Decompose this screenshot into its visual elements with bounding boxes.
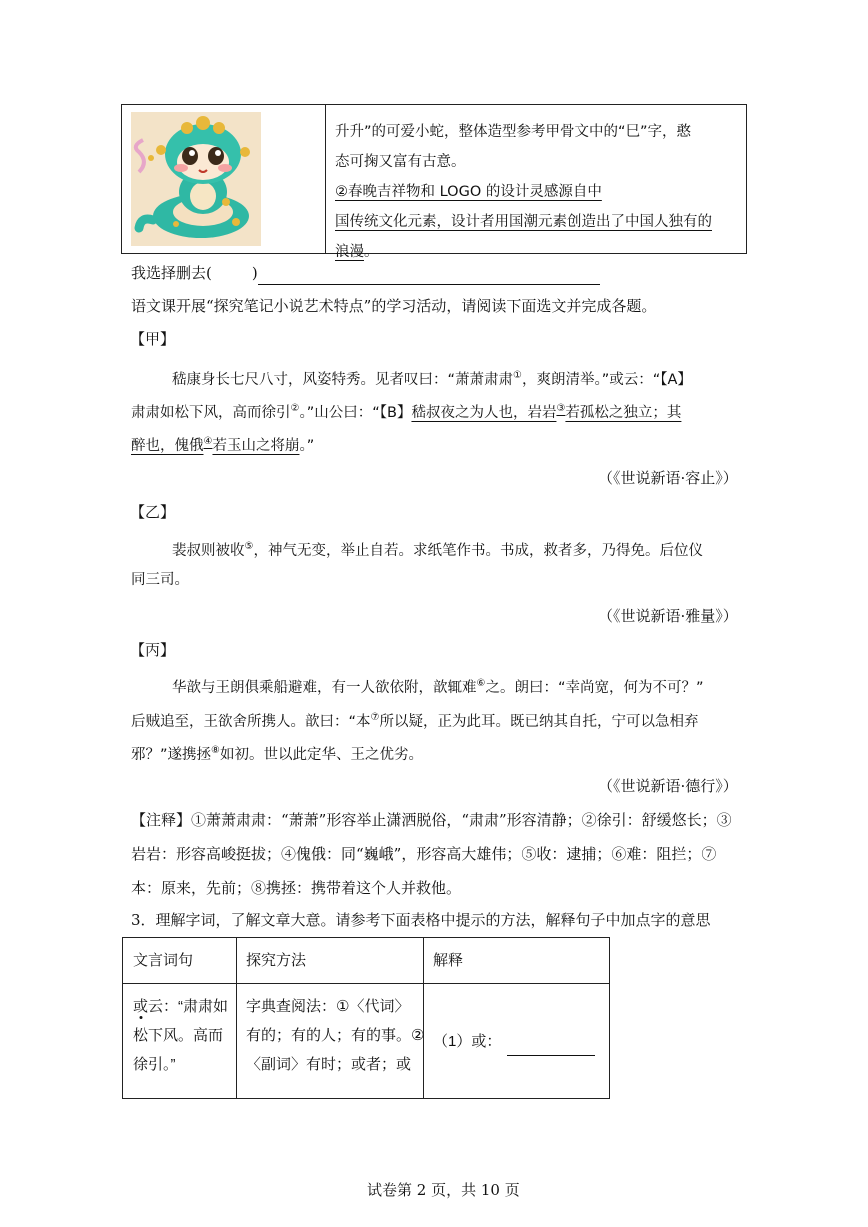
explanation-cell [433, 1027, 595, 1056]
yi-text: 裴叔则被收 [172, 542, 245, 559]
underlined-sentence-part-2: 国传统文化元素，设计者用国潮元素创造出了中国人独有的 [335, 214, 712, 230]
sentence-line-3: 徐引。” [133, 1056, 176, 1073]
table-divider [325, 105, 326, 253]
question-table [122, 937, 610, 1099]
method-line-1: 字典查阅法：①〈代词〉 [246, 998, 410, 1015]
section-jia-header: 【甲】 [130, 330, 176, 348]
notes-line-2: 岩岩：形容高峻挺拔；④傀俄：同“巍峨”，形容高大雄伟；⑤收：逮捕；⑥难：阻拦；⑦ [131, 845, 717, 863]
section-bing-header: 【丙】 [130, 641, 176, 659]
notes-line-3: 本：原来，先前；⑧携拯：携带着这个人并救他。 [131, 879, 462, 897]
underlined-sentence-part-3: 浪漫 [335, 244, 364, 260]
table-divider [236, 938, 237, 1098]
mascot-table [121, 104, 747, 260]
section-yi-header: 【乙】 [130, 503, 176, 521]
jia-underlined-text: 醉也，傀俄 [131, 437, 204, 454]
jia-line-3 [131, 430, 314, 458]
yi-line-1 [172, 535, 703, 563]
jia-text: 肃肃如松下风，高而徐引 [131, 404, 291, 421]
bing-line-1 [172, 672, 704, 700]
bing-text: 之。朗曰：“幸尚宽，何为不可？” [485, 679, 704, 696]
answer-line[interactable] [258, 266, 600, 285]
method-line-3: 〈副词〉有时；或者；或 [246, 1056, 412, 1073]
mascot-image [131, 112, 261, 246]
jia-text: ，爽朗清举。”或云：“【A】 [521, 371, 692, 388]
page-footer: 试卷第 2 页，共 10 页 [367, 1181, 520, 1199]
dotted-char: 或 [133, 998, 149, 1015]
note-ref: ⑤ [244, 541, 254, 552]
bing-line-3 [131, 739, 423, 767]
jia-text: 。”山公曰：“【B】 [299, 404, 412, 421]
jia-underlined-text: 嵇叔夜之为人也，岩岩 [411, 404, 557, 421]
table-divider [123, 983, 609, 984]
sentence-cell [133, 992, 228, 1079]
bing-text: 所以疑，正为此耳。既已纳其自托，宁可以急相弃 [379, 713, 699, 730]
note-ref: ⑦ [370, 712, 380, 723]
header-explanation: 解释 [433, 952, 464, 969]
bing-text: 邪？”遂携拯 [131, 746, 212, 763]
header-sentence: 文言词句 [133, 952, 194, 969]
table-text-line-4 [335, 207, 712, 237]
bing-text: 如初。世以此定华、王之优劣。 [219, 746, 423, 763]
table-text-line-2: 态可掬又富有古意。 [335, 154, 466, 170]
yi-source: （《世说新语·雅量》） [598, 607, 738, 625]
jia-text: 。” [299, 437, 315, 454]
question-3: 3．理解字词，了解文章大意。请参考下面表格中提示的方法，解释句子中加点字的意思 [131, 911, 711, 929]
note-ref: ⑥ [476, 678, 486, 689]
activity-intro: 语文课开展“探究笔记小说艺术特点”的学习活动，请阅读下面选文并完成各题。 [131, 297, 657, 315]
delete-choice-label: 我选择删去( [131, 264, 212, 282]
header-method: 探究方法 [246, 952, 307, 969]
delete-choice-close: ) [251, 264, 258, 282]
method-line-2: 有的；有的人；有的事。② [246, 1027, 425, 1044]
snake-mascot-illustration [131, 112, 261, 246]
table-text-line-3 [335, 177, 712, 207]
note-ref: ④ [203, 436, 213, 447]
jia-underlined-text: 若孤松之独立；其 [565, 404, 682, 421]
method-cell [246, 992, 424, 1079]
sentence-line-2: 松下风。高而 [133, 1027, 224, 1044]
note-ref: ② [290, 403, 300, 414]
jia-line-1 [172, 364, 692, 392]
bing-text: 华歆与王朗俱乘船避难，有一人欲依附，歆辄难 [172, 679, 477, 696]
note-ref: ③ [556, 403, 566, 414]
table-text-period: 。 [364, 244, 379, 260]
sentence-line-1 [133, 992, 228, 1021]
explanation-answer-line[interactable] [507, 1035, 595, 1056]
bing-line-2 [131, 706, 698, 734]
underlined-sentence-part-1: ②春晚吉祥物和 LOGO 的设计灵感源自中 [335, 184, 602, 200]
note-ref: ⑧ [211, 745, 220, 756]
jia-text: 嵇康身长七尺八寸，风姿特秀。见者叹曰：“萧萧肃肃 [172, 371, 514, 388]
bing-text: 后贼追至，王欲舍所携人。歆曰：“本 [131, 713, 371, 730]
sentence-rest: 云：“肃肃如 [148, 998, 229, 1015]
jia-source: （《世说新语·容止》） [598, 469, 738, 487]
jia-underlined-text: 若玉山之将崩 [212, 437, 300, 454]
notes-line-1: 【注释】①萧萧肃肃：“萧萧”形容举止潇洒脱俗，“肃肃”形容清静；②徐引：舒缓悠长；③ [131, 811, 732, 829]
bing-source: （《世说新语·德行》） [598, 777, 738, 795]
yi-line-2: 同三司。 [131, 572, 189, 588]
jia-line-2 [131, 397, 681, 425]
table-text [335, 117, 712, 267]
explanation-label: （1）或： [433, 1033, 502, 1050]
yi-text: ，神气无变，举止自若。求纸笔作书。书成，救者多，乃得免。后位仪 [253, 542, 703, 559]
delete-choice-line [131, 261, 600, 285]
table-text-line-1: 升升”的可爱小蛇，整体造型参考甲骨文中的“巳”字，憨 [335, 124, 692, 140]
note-ref: ① [513, 370, 522, 381]
